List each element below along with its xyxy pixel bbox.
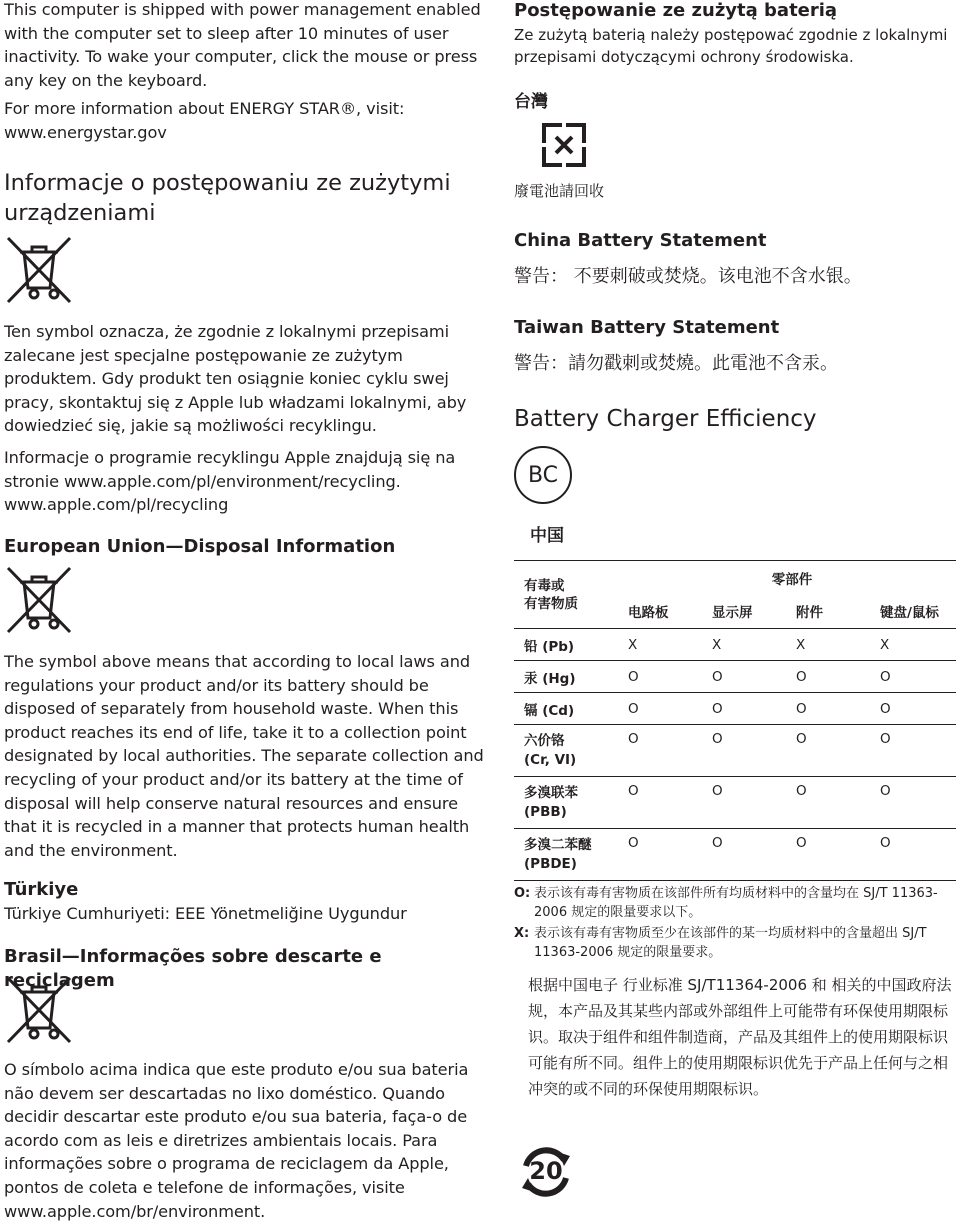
table-row <box>514 629 956 661</box>
pl-disposal-heading: Informacje o postępowaniu ze zużytymi urządzeniami <box>4 170 451 226</box>
cn-epup-paragraph: 根据中国电子 行业标准 SJ/T11364-2006 和 相关的中国政府法规，本产品及其某些内部或外部组件上可能带有环保使用期限标识。取决于组件和组件制造商，产品及其组件上的使用期限标识可能有所不同。组件上的使用期限标识优先于产品上任何与之相冲突的或不同的环保使用期限标识。 <box>528 976 952 1098</box>
crossed-bin-icon <box>6 976 72 1044</box>
table-cell: O <box>880 783 891 799</box>
table-cell: X <box>712 636 722 653</box>
note-x-label: X: <box>514 926 530 941</box>
table-row-name: 多溴联苯 (PBB) <box>524 784 578 820</box>
turkiye-heading: Türkiye <box>4 879 79 900</box>
epup-number: 20 <box>529 1157 563 1185</box>
china-heading: 中国 <box>530 526 564 546</box>
hazardous-substances-table <box>514 560 956 881</box>
table-cell: O <box>796 783 807 799</box>
china-battery-text: 警告： 不要刺破或焚烧。该电池不含水银。 <box>514 266 862 287</box>
table-cell: O <box>796 731 807 747</box>
table-parts-header: 零部件 <box>771 571 813 588</box>
charger-efficiency-heading: Battery Charger Efficiency <box>514 406 817 432</box>
crossed-bin-icon <box>6 566 72 634</box>
energy-star-paragraph: This computer is shipped with power management enabled with the computer set to sleep after 10 minutes of user inactivity. To wake your computer, click the mouse or press any key on the keyboard. <box>4 0 481 90</box>
table-cell: X <box>880 636 890 653</box>
eu-disposal-heading: European Union—Disposal Information <box>4 536 396 557</box>
table-row-name: 多溴二苯醚 (PBDE) <box>524 836 592 872</box>
table-cell: O <box>712 783 723 799</box>
right-column <box>514 0 956 1228</box>
table-row <box>514 777 956 829</box>
note-x <box>514 924 956 962</box>
pl-recycling-paragraph: Informacje o programie recyklingu Apple znajdują się na stronie www.apple.com/pl/environment/recycling. www.apple.com/pl/recycling <box>4 448 456 515</box>
china-battery-heading: China Battery Statement <box>514 230 767 251</box>
note-o-text: 表示该有毒有害物质在该部件所有均质材料中的含量均在 SJ/T 11363-2006 规定的限量要求以下。 <box>534 886 938 920</box>
bc-logo: BC <box>514 446 572 504</box>
eu-disposal-paragraph: The symbol above means that according to local laws and regulations your product and/or its battery should be disposed of separately from household waste. When this product reaches its end of life, take it to a collection point designated by local authorities. The separate collection and recycling of your product and/or its battery at the time of disposal will help conserve natural resources and ensure that it is recycled in a manner that protects human health and the environment. <box>4 652 484 860</box>
table-cell: O <box>712 700 723 717</box>
note-o <box>514 884 956 922</box>
epup-20-icon <box>514 1140 578 1204</box>
note-o-label: O: <box>514 886 531 901</box>
table-row <box>514 661 956 693</box>
table-row-name: 铅 (Pb) <box>524 638 575 655</box>
table-column-header: 附件 <box>796 605 823 622</box>
table-row-name: 汞 (Hg) <box>524 670 576 687</box>
table-cell: X <box>796 636 806 653</box>
taiwan-battery-text: 警告：請勿戳刺或焚燒。此電池不含汞。 <box>514 353 838 374</box>
taiwan-recycle-text: 廢電池請回收 <box>514 182 605 200</box>
table-cell: O <box>796 700 807 717</box>
pl-battery-paragraph: Ze zużytą baterią należy postępować zgodnie z lokalnymi przepisami dotyczącymi ochrony środowiska. <box>514 26 948 66</box>
taiwan-recycle-icon <box>540 121 588 169</box>
table-column-header: 显示屏 <box>712 605 753 622</box>
table-row-name: 六价铬 (Cr, VI) <box>524 732 577 768</box>
energy-star-link-paragraph: For more information about ENERGY STAR®, visit: www.energystar.gov <box>4 99 405 142</box>
pl-battery-heading: Postępowanie ze zużytą baterią <box>514 0 838 21</box>
table-cell: O <box>880 700 891 717</box>
table-cell: X <box>628 636 638 653</box>
table-cell: O <box>880 835 891 851</box>
table-cell: O <box>712 835 723 851</box>
table-cell: O <box>628 731 639 747</box>
table-cell: O <box>628 668 639 685</box>
crossed-bin-icon <box>6 236 72 304</box>
table-cell: O <box>796 835 807 851</box>
table-cell: O <box>628 700 639 717</box>
taiwan-battery-heading: Taiwan Battery Statement <box>514 317 780 338</box>
table-cell: O <box>796 668 807 685</box>
table-cell: O <box>880 668 891 685</box>
table-cell: O <box>712 668 723 685</box>
table-row <box>514 693 956 725</box>
table-cell: O <box>880 731 891 747</box>
note-x-text: 表示该有毒有害物质至少在该部件的某一均质材料中的含量超出 SJ/T 11363-2006 规定的限量要求。 <box>534 926 927 960</box>
table-corner-header: 有毒或 有害物质 <box>514 561 618 629</box>
table-cell: O <box>712 731 723 747</box>
table-column-header: 键盘/鼠标 <box>880 605 939 622</box>
turkiye-paragraph: Türkiye Cumhuriyeti: EEE Yönetmeliğine Uygundur <box>4 904 407 923</box>
brasil-heading: Brasil—Informações sobre descarte e reciclagem <box>4 946 382 991</box>
table-row <box>514 725 956 777</box>
table-column-header: 电路板 <box>628 605 669 622</box>
table-row-name: 镉 (Cd) <box>524 702 575 719</box>
taiwan-heading: 台灣 <box>514 92 548 112</box>
pl-disposal-paragraph: Ten symbol oznacza, że zgodnie z lokalnymi przepisami zalecane jest specjalne postępowanie ze zużytym produktem. Gdy produkt ten osiągnie koniec cyklu swej pracy, skontaktuj się z Apple lub władzami lokalnymi, aby dowiedzieć się, jakie są możliwości recyklingu. <box>4 322 467 436</box>
brasil-paragraph: O símbolo acima indica que este produto e/ou sua bateria não devem ser descartadas no lixo doméstico. Quando decidir descartar este produto e/ou sua bateria, faça-o de acordo com as leis e diretrizes ambientais locais. Para informações sobre o programa de reciclagem da Apple, pontos de coleta e telefone de informações, visite www.apple.com/br/environment. <box>4 1060 469 1221</box>
table-cell: O <box>628 835 639 851</box>
table-row <box>514 829 956 881</box>
table-cell: O <box>628 783 639 799</box>
